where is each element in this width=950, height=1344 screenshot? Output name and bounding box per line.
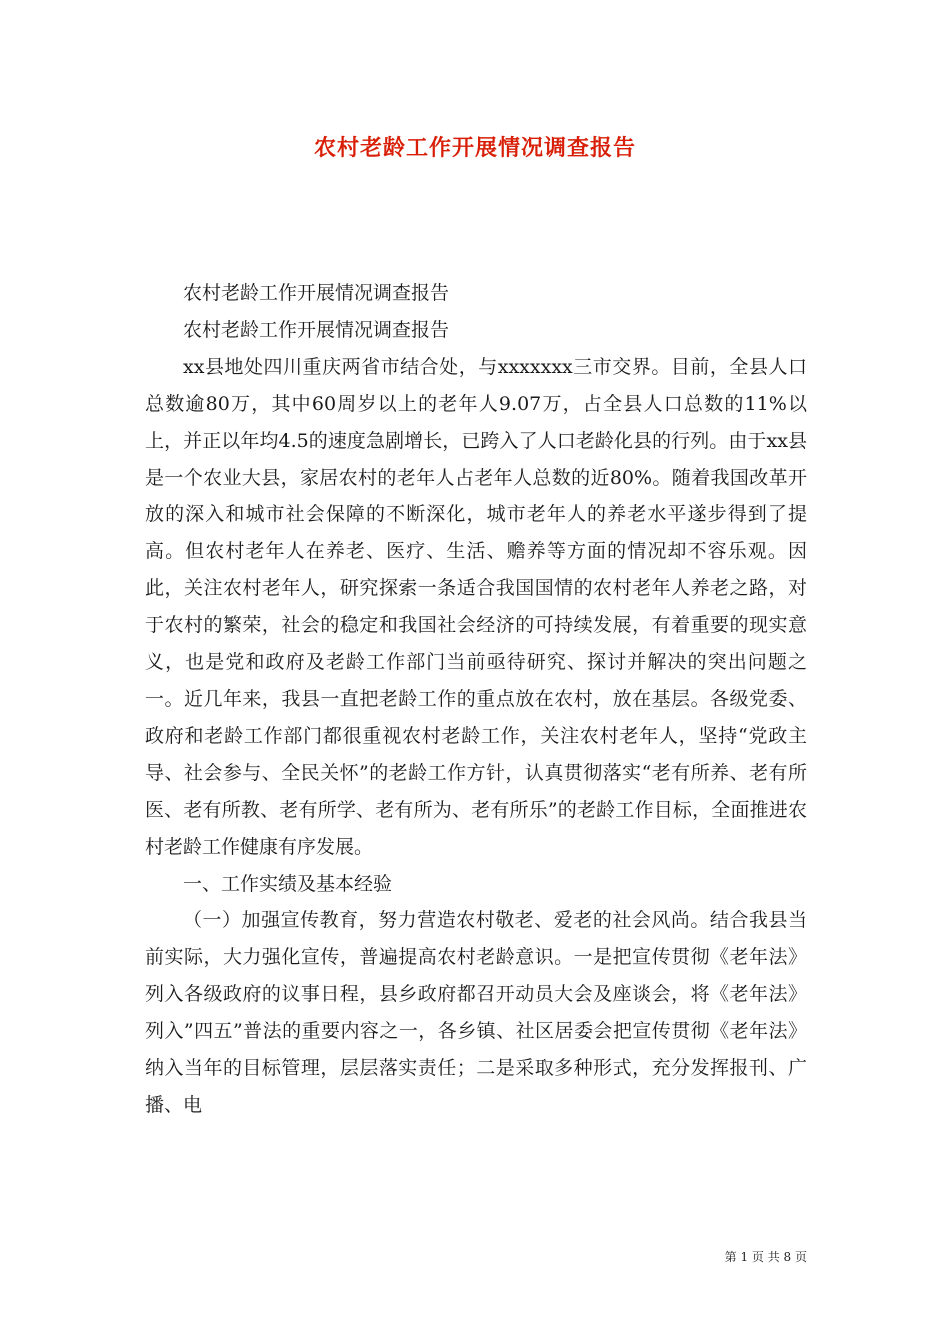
section-heading: 一、工作实绩及基本经验 [183,872,393,895]
paragraph-subtitle-1: 农村老龄工作开展情况调查报告 [183,282,450,304]
document-title: 农村老龄工作开展情况调查报告 [313,135,636,161]
paragraph-subtitle-2: 农村老龄工作开展情况调查报告 [183,318,450,341]
paragraph-intro: xx县地处四川重庆两省市结合处，与xxxxxxx三市交界。目前，全县人口总数逾80万，其中60周岁以上的老年人9.07万，占全县人口总数的11%以上，并正以年均4.5的速度急剧增长，已跨入了人口老龄化县的行列。由于xx县是一个农业大县，家居农村的老年人占老年人总数的近80%。随着我国改革开放的深入和城市社会保障的不断深化，城市老年人的养老水平遂步得到了提高。但农村老年人在养老、医疗、生活、赡养等方面的情况却不容乐观。因此，关注农村老年人，研究探索一条适合我国国情的农村老年人养老之路，对于农村的繁荣，社会的稳定和我国社会经济的可持续发展，有着重要的现实意义，也是党和政府及老龄工作部门当前亟待研究、探讨并解决的突出问题之一。近几年来，我县一直把老龄工作的重点放在农村，放在基层。各级党委、政府和老龄工作部门都很重视农村老龄工作，关注农村老年人，坚持“党政主导、社会参与、全民关怀”的老龄工作方针，认真贯彻落实“老有所养、老有所医、老有所教、老有所学、老有所为、老有所乐”的老龄工作目标，全面推进农村老龄工作健康有序发展。 [145,355,807,858]
page-number: 第 1 页 共 8 页 [724,1250,807,1264]
document-body [145,275,807,1124]
paragraph-section-1: （一）加强宣传教育，努力营造农村敬老、爱老的社会风尚。结合我县当前实际，大力强化宣传，普遍提高农村老龄意识。一是把宣传贯彻《老年法》列入各级政府的议事日程，县乡政府都召开动员大会及座谈会，将《老年法》列入”四五”普法的重要内容之一，各乡镇、社区居委会把宣传贯彻《老年法》纳入当年的目标管理，层层落实责任；二是采取多种形式，充分发挥报刊、广播、电 [145,909,807,1116]
